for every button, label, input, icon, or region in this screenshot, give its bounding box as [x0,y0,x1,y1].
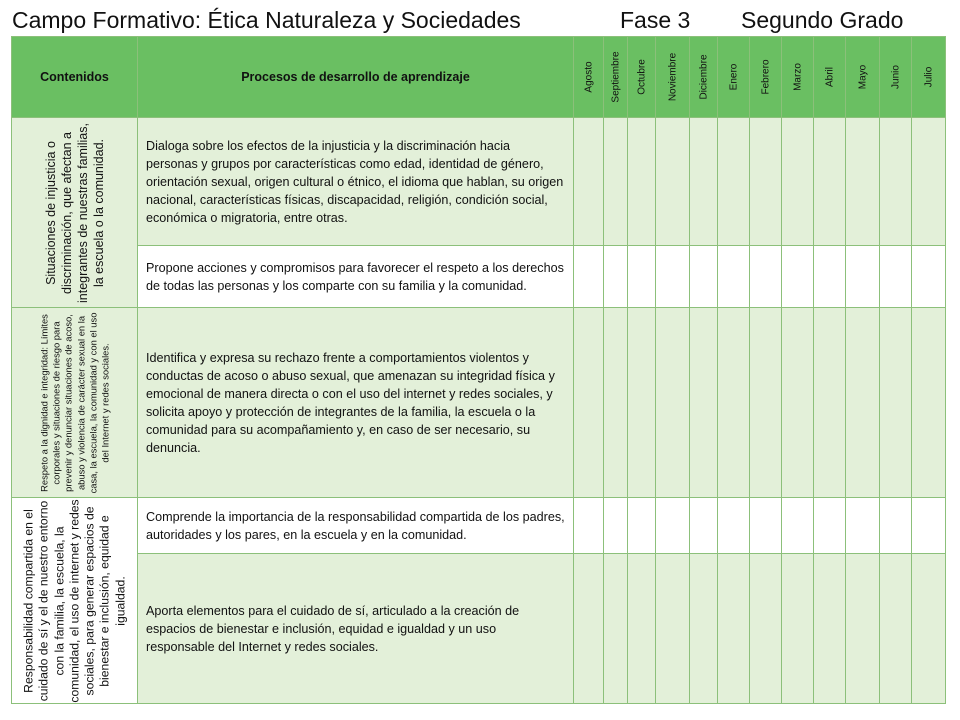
month-cell[interactable] [718,308,750,498]
process-cell: Propone acciones y compromisos para favorecer el respeto a los derechos de todas las personas y los comparte con su familia y la comunidad. [138,246,574,308]
month-cell[interactable] [628,118,656,246]
month-header: Octubre [628,37,656,118]
month-cell[interactable] [604,554,628,704]
month-cell[interactable] [690,308,718,498]
month-cell[interactable] [846,308,880,498]
month-cell[interactable] [604,498,628,554]
month-cell[interactable] [750,118,782,246]
month-cell[interactable] [750,554,782,704]
month-cell[interactable] [656,308,690,498]
month-cell[interactable] [604,308,628,498]
month-cell[interactable] [814,118,846,246]
month-cell[interactable] [718,554,750,704]
content-text: Respeto a la dignidad e integridad: Límites corporales y situaciones de riesgo para prevenir y denunciar situaciones de acoso, abuso y violencia de carácter sexual en la casa, la escuela, la comunidad y con el uso del Internet y redes sociales. [37,312,110,493]
process-cell: Comprende la importancia de la responsabilidad compartida de los padres, autoridades y los pares, en la escuela y en la comunidad. [138,498,574,554]
month-cell[interactable] [846,498,880,554]
month-cell[interactable] [718,498,750,554]
table-row [12,308,946,498]
title-phase: Fase 3 [620,7,691,33]
content-cell [12,498,138,704]
month-cell[interactable] [656,246,690,308]
title-grade: Segundo Grado [741,7,904,33]
month-cell[interactable] [880,118,912,246]
month-cell[interactable] [846,554,880,704]
month-cell[interactable] [574,118,604,246]
month-cell[interactable] [690,498,718,554]
month-cell[interactable] [718,246,750,308]
month-cell[interactable] [814,554,846,704]
month-header: Febrero [750,37,782,118]
month-cell[interactable] [782,554,814,704]
month-cell[interactable] [782,308,814,498]
table-row [12,246,946,308]
header-contenidos: Contenidos [12,37,138,118]
month-header: Julio [912,37,946,118]
month-header: Enero [718,37,750,118]
month-header: Abril [814,37,846,118]
process-cell: Identifica y expresa su rechazo frente a comportamientos violentos y conductas de acoso o abuso sexual, que amenazan su integridad física y emocional de manera directa o con el uso del internet y redes sociales, y solicita apoyo y protección de integrantes de la familia, la escuela o la comunidad para su acompañamiento y, en caso de ser necesario, su denuncia. [138,308,574,498]
month-cell[interactable] [574,246,604,308]
month-cell[interactable] [880,308,912,498]
month-cell[interactable] [656,118,690,246]
month-cell[interactable] [628,498,656,554]
month-cell[interactable] [880,554,912,704]
month-header: Noviembre [656,37,690,118]
month-header: Diciembre [690,37,718,118]
month-cell[interactable] [718,118,750,246]
month-cell[interactable] [628,246,656,308]
month-cell[interactable] [690,554,718,704]
content-text: Responsabilidad compartida en el cuidado de sí y el de nuestro entorno con la familia, la escuela, la comunidad, el uso de internet y redes sociales, para generar espacios de bienestar e inclusión, equidad e igualdad. [20,498,127,703]
month-cell[interactable] [690,246,718,308]
month-cell[interactable] [912,554,946,704]
month-cell[interactable] [782,498,814,554]
table-row [12,118,946,246]
month-cell[interactable] [604,118,628,246]
process-cell: Dialoga sobre los efectos de la injusticia y la discriminación hacia personas y grupos por características como edad, identidad de género, orientación sexual, origen cultural o étnico, el idioma que hablan, su origen nacional, características físicas, discapacidad, religión, condición social, económica o migratoria, entre otras. [138,118,574,246]
title-campo: Campo Formativo: Ética Naturaleza y Sociedades [12,7,521,33]
month-cell[interactable] [656,498,690,554]
month-cell[interactable] [814,308,846,498]
month-cell[interactable] [880,498,912,554]
month-cell[interactable] [814,498,846,554]
month-cell[interactable] [628,308,656,498]
month-cell[interactable] [814,246,846,308]
month-cell[interactable] [846,246,880,308]
month-header: Mayo [846,37,880,118]
month-cell[interactable] [750,308,782,498]
month-header: Agosto [574,37,604,118]
table-row [12,498,946,554]
month-header: Junio [880,37,912,118]
header-procesos: Procesos de desarrollo de aprendizaje [138,37,574,118]
content-text: Situaciones de injusticia o discriminación, que afectan a integrantes de nuestras familias, la escuela o la comunidad. [43,122,106,303]
month-cell[interactable] [574,308,604,498]
month-cell[interactable] [846,118,880,246]
month-cell[interactable] [656,554,690,704]
month-cell[interactable] [574,498,604,554]
content-cell [12,118,138,308]
month-cell[interactable] [912,246,946,308]
month-cell[interactable] [912,308,946,498]
month-cell[interactable] [782,246,814,308]
month-header: Marzo [782,37,814,118]
table-row [12,554,946,704]
page-title [12,4,952,36]
month-header: Septiembre [604,37,628,118]
month-cell[interactable] [604,246,628,308]
month-cell[interactable] [782,118,814,246]
month-cell[interactable] [912,118,946,246]
month-cell[interactable] [628,554,656,704]
content-cell [12,308,138,498]
month-cell[interactable] [880,246,912,308]
month-cell[interactable] [574,554,604,704]
month-cell[interactable] [690,118,718,246]
month-cell[interactable] [750,246,782,308]
month-cell[interactable] [750,498,782,554]
month-cell[interactable] [912,498,946,554]
header-row [12,37,946,118]
planning-table [11,36,946,704]
process-cell: Aporta elementos para el cuidado de sí, articulado a la creación de espacios de bienestar e inclusión, equidad e igualdad y un uso responsable del Internet y redes sociales. [138,554,574,704]
